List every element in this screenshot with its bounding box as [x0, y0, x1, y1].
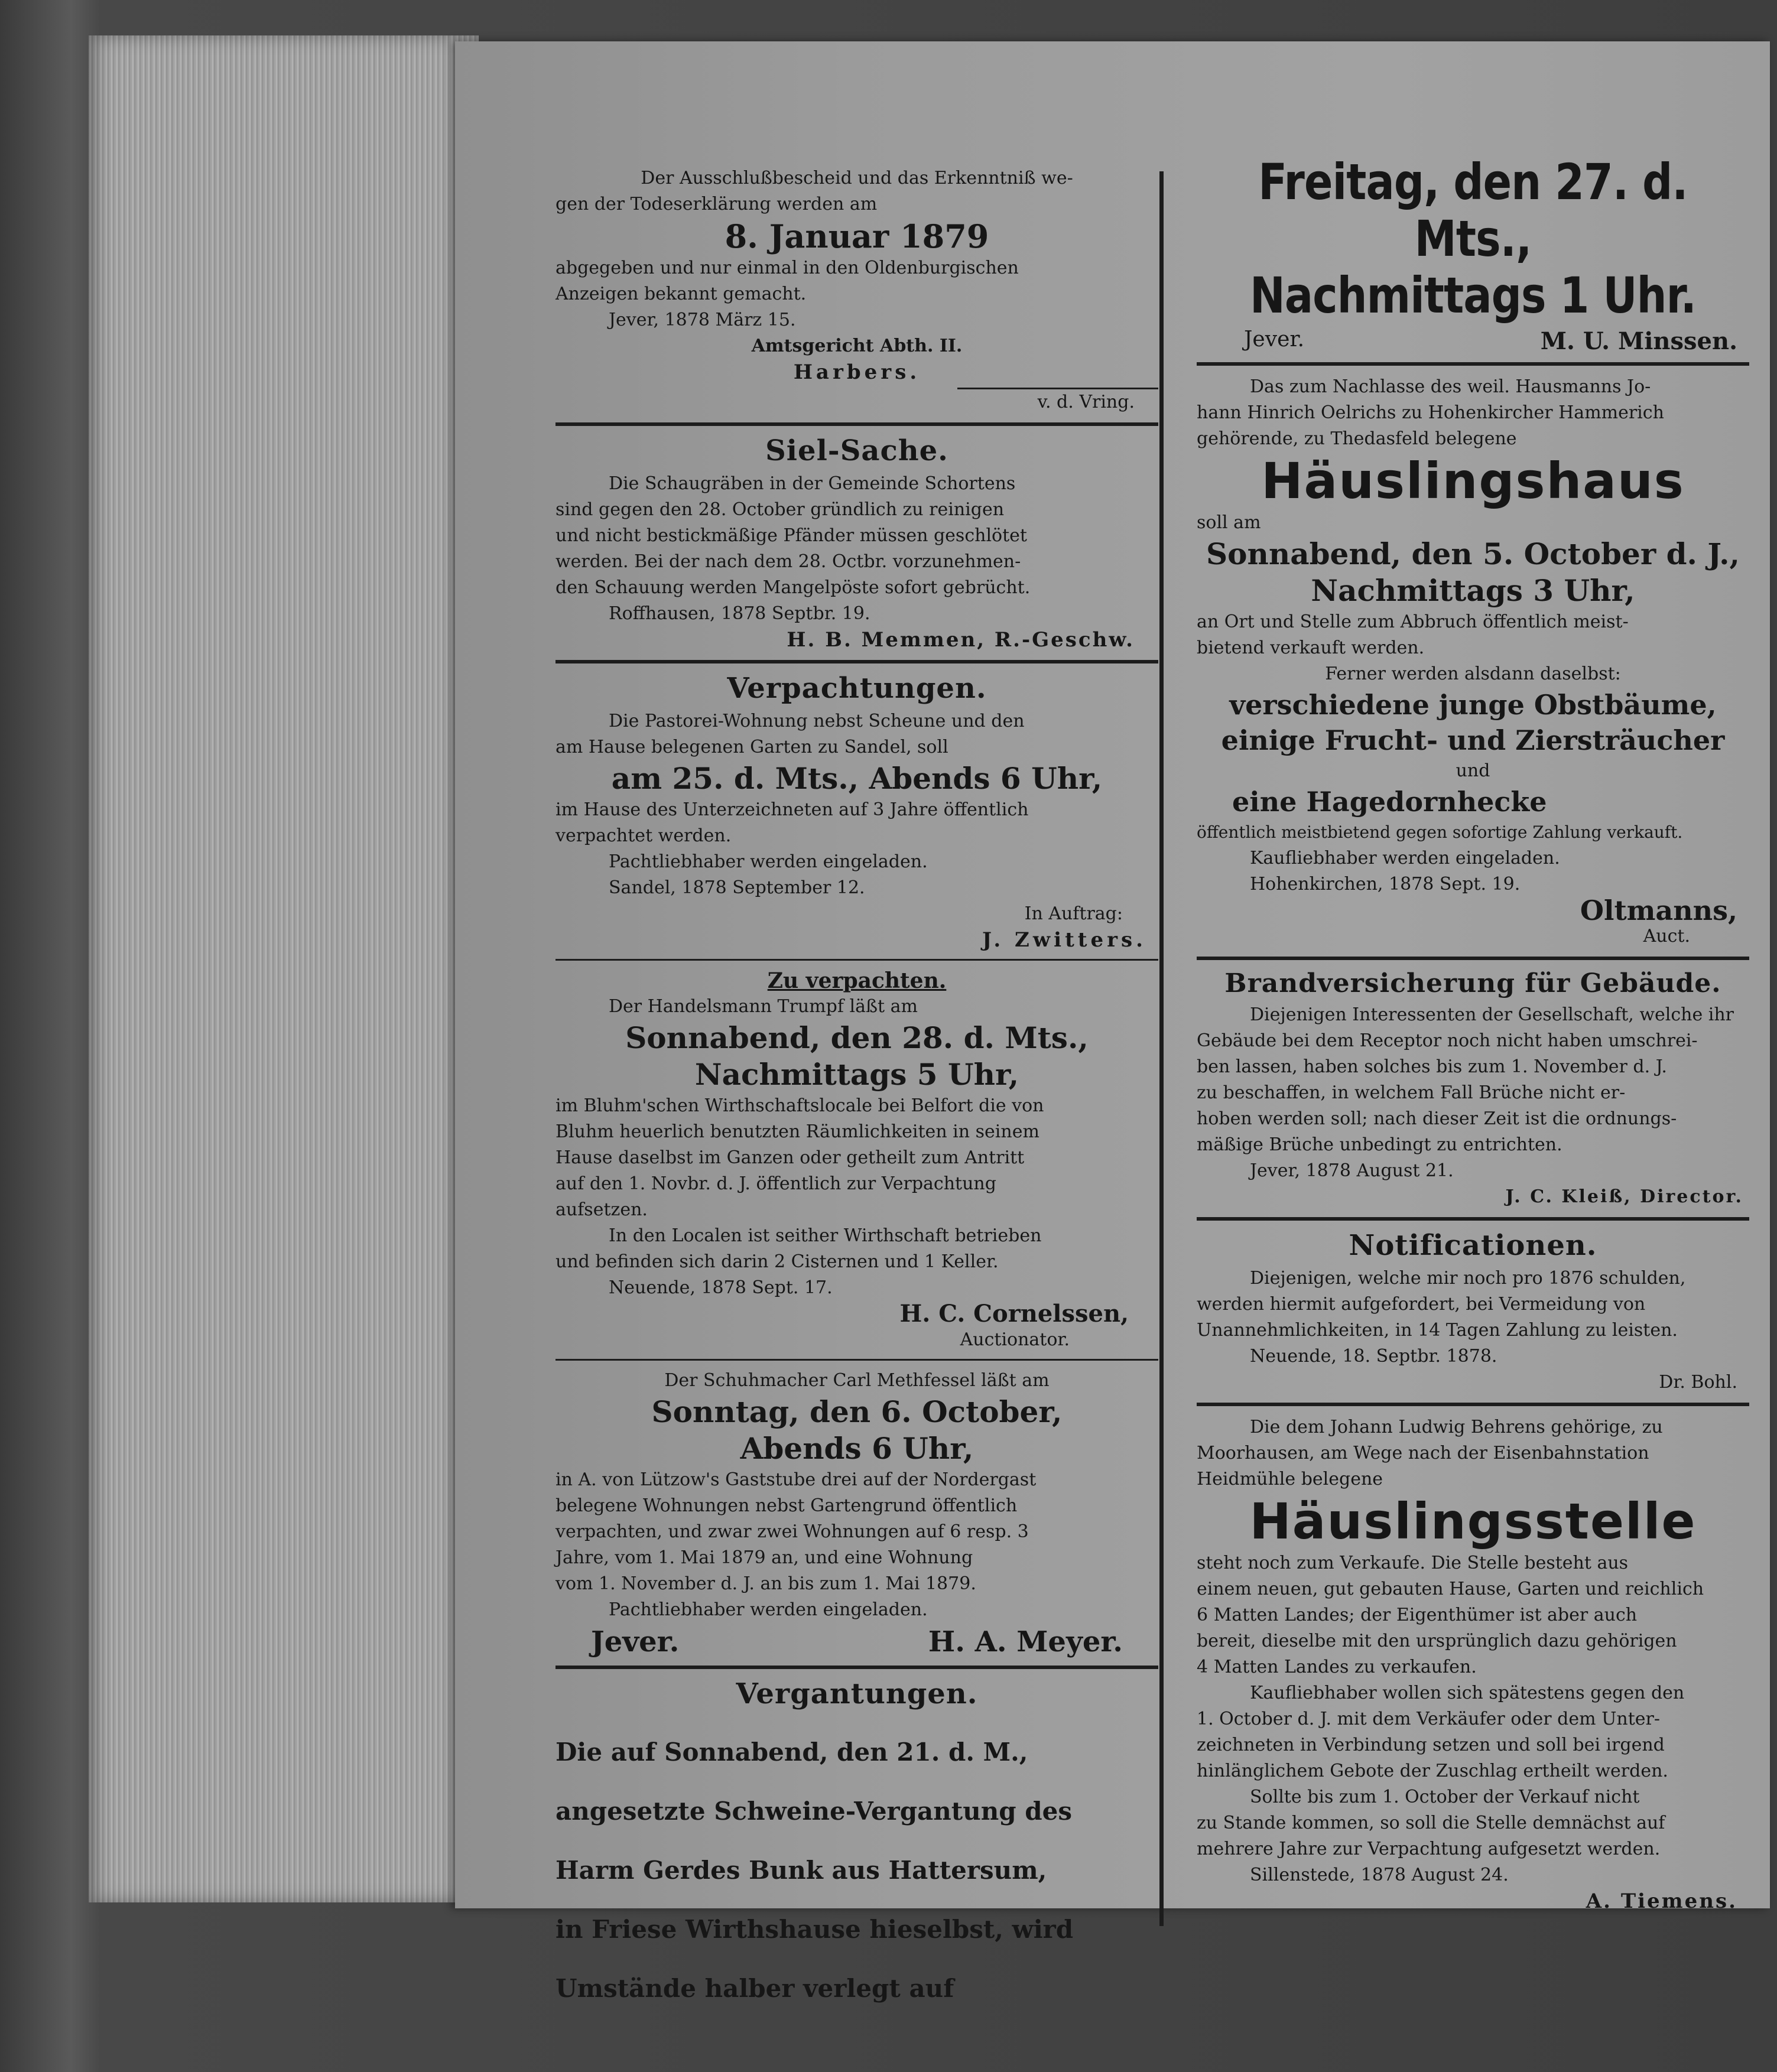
notice-signer: H. C. Cornelssen, [899, 1300, 1129, 1328]
notice-heading: Zu verpachten. [767, 968, 947, 993]
notice-ausschlussbescheid [555, 165, 1158, 415]
right-column [1197, 153, 1749, 1914]
notice-text: aufsetzen. [555, 1199, 648, 1220]
notice-text: am Hause belegenen Garten zu Sandel, soll [555, 737, 948, 757]
notice-text: 6 Matten Landes; der Eigenthümer ist aber auch [1197, 1605, 1638, 1625]
notice-time: Nachmittags 5 Uhr, [694, 1057, 1019, 1092]
notice-text: und [1456, 760, 1490, 781]
notice-text: bereit, dieselbe mit den ursprünglich dazu gehörigen [1197, 1631, 1677, 1651]
notice-text: Bluhm heuerlich benutzten Räumlichkeiten in seinem [555, 1121, 1039, 1142]
notice-text: soll am [1197, 512, 1261, 533]
notice-time: Nachmittags 3 Uhr, [1311, 573, 1635, 608]
notice-text: Kaufliebhaber werden eingeladen. [1250, 848, 1560, 869]
notice-text: gehörende, zu Thedasfeld belegene [1197, 428, 1517, 449]
notice-text: mäßige Brüche unbedingt zu entrichten. [1197, 1134, 1562, 1155]
notice-heading: Notificationen. [1349, 1229, 1597, 1262]
notice-vergantungen [555, 1677, 1158, 2006]
notice-date: Freitag, den 27. d. Mts., [1258, 153, 1688, 268]
notice-text: gen der Todeserklärung werden am [555, 194, 878, 214]
notice-text: Umstände halber verlegt auf [555, 1974, 954, 2003]
section-rule [1197, 362, 1749, 366]
notice-text: Moorhausen, am Wege nach der Eisenbahnstation [1197, 1443, 1649, 1463]
section-rule [1197, 1217, 1749, 1221]
notice-signer: H. B. Memmen, R.-Geschw. [787, 628, 1135, 652]
notice-signer: H. A. Meyer. [928, 1625, 1123, 1658]
notice-text: Pachtliebhaber werden eingeladen. [609, 1599, 928, 1620]
notice-signer: M. U. Minssen. [1540, 327, 1737, 355]
notice-text: Der Handelsmann Trumpf läßt am [609, 996, 918, 1017]
notice-place-date: Neuende, 18. Septbr. 1878. [1250, 1346, 1497, 1367]
notice-item: verschiedene junge Obstbäume, [1229, 689, 1717, 721]
notice-text: Die Schaugräben in der Gemeinde Schortens [609, 473, 1016, 494]
notice-text: Die dem Johann Ludwig Behrens gehörige, zu [1250, 1417, 1663, 1437]
notice-heading: Brandversicherung für Gebäude. [1224, 968, 1721, 998]
notice-role: Auctionator. [960, 1329, 1070, 1350]
section-rule [1197, 957, 1749, 960]
notice-text: abgegeben und nur einmal in den Oldenburgischen [555, 258, 1019, 278]
notice-footer [1244, 327, 1737, 355]
notice-siel-sache [555, 434, 1158, 653]
notice-place-date: Hohenkirchen, 1878 Sept. 19. [1250, 874, 1521, 894]
notice-text: hoben werden soll; nach dieser Zeit ist die ordnungs- [1197, 1108, 1677, 1129]
notice-signer: J. Zwitters. [982, 928, 1146, 952]
notice-place-date: Neuende, 1878 Sept. 17. [609, 1277, 833, 1298]
notice-text: Die Pastorei-Wohnung nebst Scheune und den [609, 711, 1025, 731]
notice-heading: Vergantungen. [736, 1677, 978, 1710]
notice-text: Pachtliebhaber werden eingeladen. [609, 851, 928, 872]
notice-text: zu beschaffen, in welchem Fall Brüche nicht er- [1197, 1082, 1626, 1103]
notice-date: Sonntag, den 6. October, [651, 1394, 1063, 1429]
section-rule [555, 422, 1158, 426]
notice-verpachtungen [555, 672, 1158, 953]
notice-haeuslingshaus [1197, 374, 1749, 949]
notice-text: verpachten, und zwar zwei Wohnungen auf 6 resp. 3 [555, 1521, 1029, 1542]
notice-date: Sonnabend, den 5. October d. J., [1206, 536, 1740, 571]
notice-notificationen [1197, 1229, 1749, 1396]
notice-text: Diejenigen, welche mir noch pro 1876 schulden, [1250, 1268, 1686, 1289]
notice-role: Auct. [1643, 926, 1690, 946]
notice-text: Anzeigen bekannt gemacht. [555, 284, 807, 304]
notice-text: In den Localen ist seither Wirthschaft betrieben [609, 1225, 1042, 1246]
notice-text: angesetzte Schweine-Vergantung des [555, 1797, 1073, 1826]
notice-text: Sollte bis zum 1. October der Verkauf nicht [1250, 1787, 1640, 1807]
notice-text: zeichneten in Verbindung setzen und soll bei irgend [1197, 1735, 1665, 1755]
notice-signer: Oltmanns, [1580, 894, 1737, 926]
notice-court: Amtsgericht Abth. II. [751, 336, 963, 356]
notice-text: Der Ausschlußbescheid und das Erkenntniß we- [641, 168, 1073, 188]
notice-text: in A. von Lützow's Gaststube drei auf der Nordergast [555, 1469, 1037, 1490]
notice-order: In Auftrag: [1024, 903, 1123, 924]
notice-footer [591, 1625, 1123, 1658]
notice-date: am 25. d. Mts., Abends 6 Uhr, [611, 761, 1103, 796]
notice-item: einige Frucht- und Ziersträucher [1221, 724, 1725, 756]
notice-text: Die auf Sonnabend, den 21. d. M., [555, 1738, 1028, 1767]
notice-text: und nicht bestickmäßige Pfänder müssen geschlötet [555, 525, 1027, 546]
notice-text: Diejenigen Interessenten der Gesellschaft, welche ihr [1250, 1004, 1734, 1025]
notice-signer: Harbers. [793, 360, 921, 384]
notice-text: Jahre, vom 1. Mai 1879 an, und eine Wohnung [555, 1547, 973, 1568]
notice-time: Abends 6 Uhr, [740, 1431, 974, 1466]
notice-signer: J. C. Kleiß, Director. [1505, 1186, 1743, 1207]
notice-text: 4 Matten Landes zu verkaufen. [1197, 1657, 1477, 1677]
notice-place-date: Jever, 1878 August 21. [1250, 1160, 1454, 1181]
section-rule [555, 1666, 1158, 1669]
notice-signer: A. Tiemens. [1586, 1889, 1737, 1913]
notice-place-date: Roffhausen, 1878 Septbr. 19. [609, 603, 870, 624]
notice-text: hann Hinrich Oelrichs zu Hohenkircher Hammerich [1197, 402, 1664, 423]
notice-text: bietend verkauft werden. [1197, 637, 1425, 658]
notice-place: Jever. [1244, 327, 1305, 352]
notice-text: und befinden sich darin 2 Cisternen und 1 Keller. [555, 1251, 999, 1272]
notice-text: steht noch zum Verkaufe. Die Stelle besteht aus [1197, 1553, 1629, 1573]
section-rule [555, 1359, 1158, 1361]
notice-time: Nachmittags 1 Uhr. [1249, 266, 1697, 324]
notice-title: Häuslingshaus [1261, 452, 1685, 510]
notice-text: im Hause des Unterzeichneten auf 3 Jahre öffentlich [555, 799, 1029, 820]
notice-clerk: v. d. Vring. [1037, 392, 1135, 412]
notice-zu-verpachten [555, 968, 1158, 1353]
notice-text: sind gegen den 28. October gründlich zu reinigen [555, 499, 1005, 520]
section-rule [555, 959, 1158, 961]
notice-text: ben lassen, haben solches bis zum 1. November d. J. [1197, 1056, 1667, 1077]
notice-item: eine Hagedornhecke [1232, 786, 1547, 818]
notice-text: öffentlich meistbietend gegen sofortige Zahlung verkauft. [1197, 822, 1683, 842]
notice-text: Unannehmlichkeiten, in 14 Tagen Zahlung zu leisten. [1197, 1320, 1678, 1341]
notice-text: 1. October d. J. mit dem Verkäufer oder dem Unter- [1197, 1709, 1660, 1729]
notice-brandversicherung [1197, 968, 1749, 1210]
notice-text: Harm Gerdes Bunk aus Hattersum, [555, 1856, 1047, 1885]
column-divider [1159, 171, 1164, 1926]
notice-freitag [1197, 154, 1749, 355]
notice-text: Heidmühle belegene [1197, 1469, 1383, 1489]
notice-date: 8. Januar 1879 [725, 217, 989, 255]
notice-heading: Siel-Sache. [765, 434, 948, 467]
notice-text: mehrere Jahre zur Verpachtung aufgesetzt werden. [1197, 1839, 1661, 1859]
notice-text: hinlänglichem Gebote der Zuschlag ertheilt werden. [1197, 1761, 1668, 1781]
newspaper-page [455, 41, 1770, 2003]
notice-text: Ferner werden alsdann daselbst: [1325, 663, 1621, 684]
notice-place-date: Sandel, 1878 September 12. [609, 877, 865, 898]
notice-text: in Friese Wirthshause hieselbst, wird [555, 1915, 1074, 1944]
notice-text: vom 1. November d. J. an bis zum 1. Mai 1879. [555, 1573, 976, 1594]
notice-text: Der Schuhmacher Carl Methfessel läßt am [664, 1370, 1050, 1391]
notice-text: werden hiermit aufgefordert, bei Vermeidung von [1197, 1294, 1646, 1315]
notice-methfessel [555, 1368, 1158, 1658]
notice-text: verpachtet werden. [555, 825, 732, 846]
section-rule [555, 660, 1158, 663]
notice-place-date: Sillenstede, 1878 August 24. [1250, 1865, 1509, 1885]
notice-text: Kaufliebhaber wollen sich spätestens gegen den [1250, 1683, 1685, 1703]
notice-text: einem neuen, gut gebauten Hause, Garten und reichlich [1197, 1579, 1704, 1599]
notice-text: belegene Wohnungen nebst Gartengrund öffentlich [555, 1495, 1018, 1516]
notice-text: an Ort und Stelle zum Abbruch öffentlich meist- [1197, 611, 1629, 632]
left-column [555, 165, 1158, 2031]
notice-heading: Verpachtungen. [727, 672, 987, 705]
notice-signer: Dr. Bohl. [1659, 1372, 1737, 1393]
book-page-edges [89, 35, 479, 1902]
notice-text: Hause daselbst im Ganzen oder getheilt zum Antritt [555, 1147, 1025, 1168]
notice-place-date: Jever, 1878 März 15. [609, 310, 796, 330]
notice-text: werden. Bei der nach dem 28. Octbr. vorzunehmen- [555, 551, 1021, 572]
notice-text: den Schauung werden Mangelpöste sofort gebrücht. [555, 577, 1031, 598]
notice-text: Gebäude bei dem Receptor noch nicht haben umschrei- [1197, 1030, 1698, 1051]
section-rule [1197, 1403, 1749, 1406]
notice-text: auf den 1. Novbr. d. J. öffentlich zur Verpachtung [555, 1173, 996, 1194]
notice-haeuslingsstelle [1197, 1414, 1749, 1914]
notice-text: im Bluhm'schen Wirthschaftslocale bei Belfort die von [555, 1095, 1044, 1116]
notice-text: zu Stande kommen, so soll die Stelle demnächst auf [1197, 1813, 1665, 1833]
notice-date: Sonnabend, den 28. d. Mts., [625, 1020, 1089, 1055]
notice-title: Häuslingsstelle [1249, 1492, 1697, 1550]
notice-text: Das zum Nachlasse des weil. Hausmanns Jo- [1250, 376, 1651, 397]
notice-place: Jever. [591, 1625, 680, 1658]
